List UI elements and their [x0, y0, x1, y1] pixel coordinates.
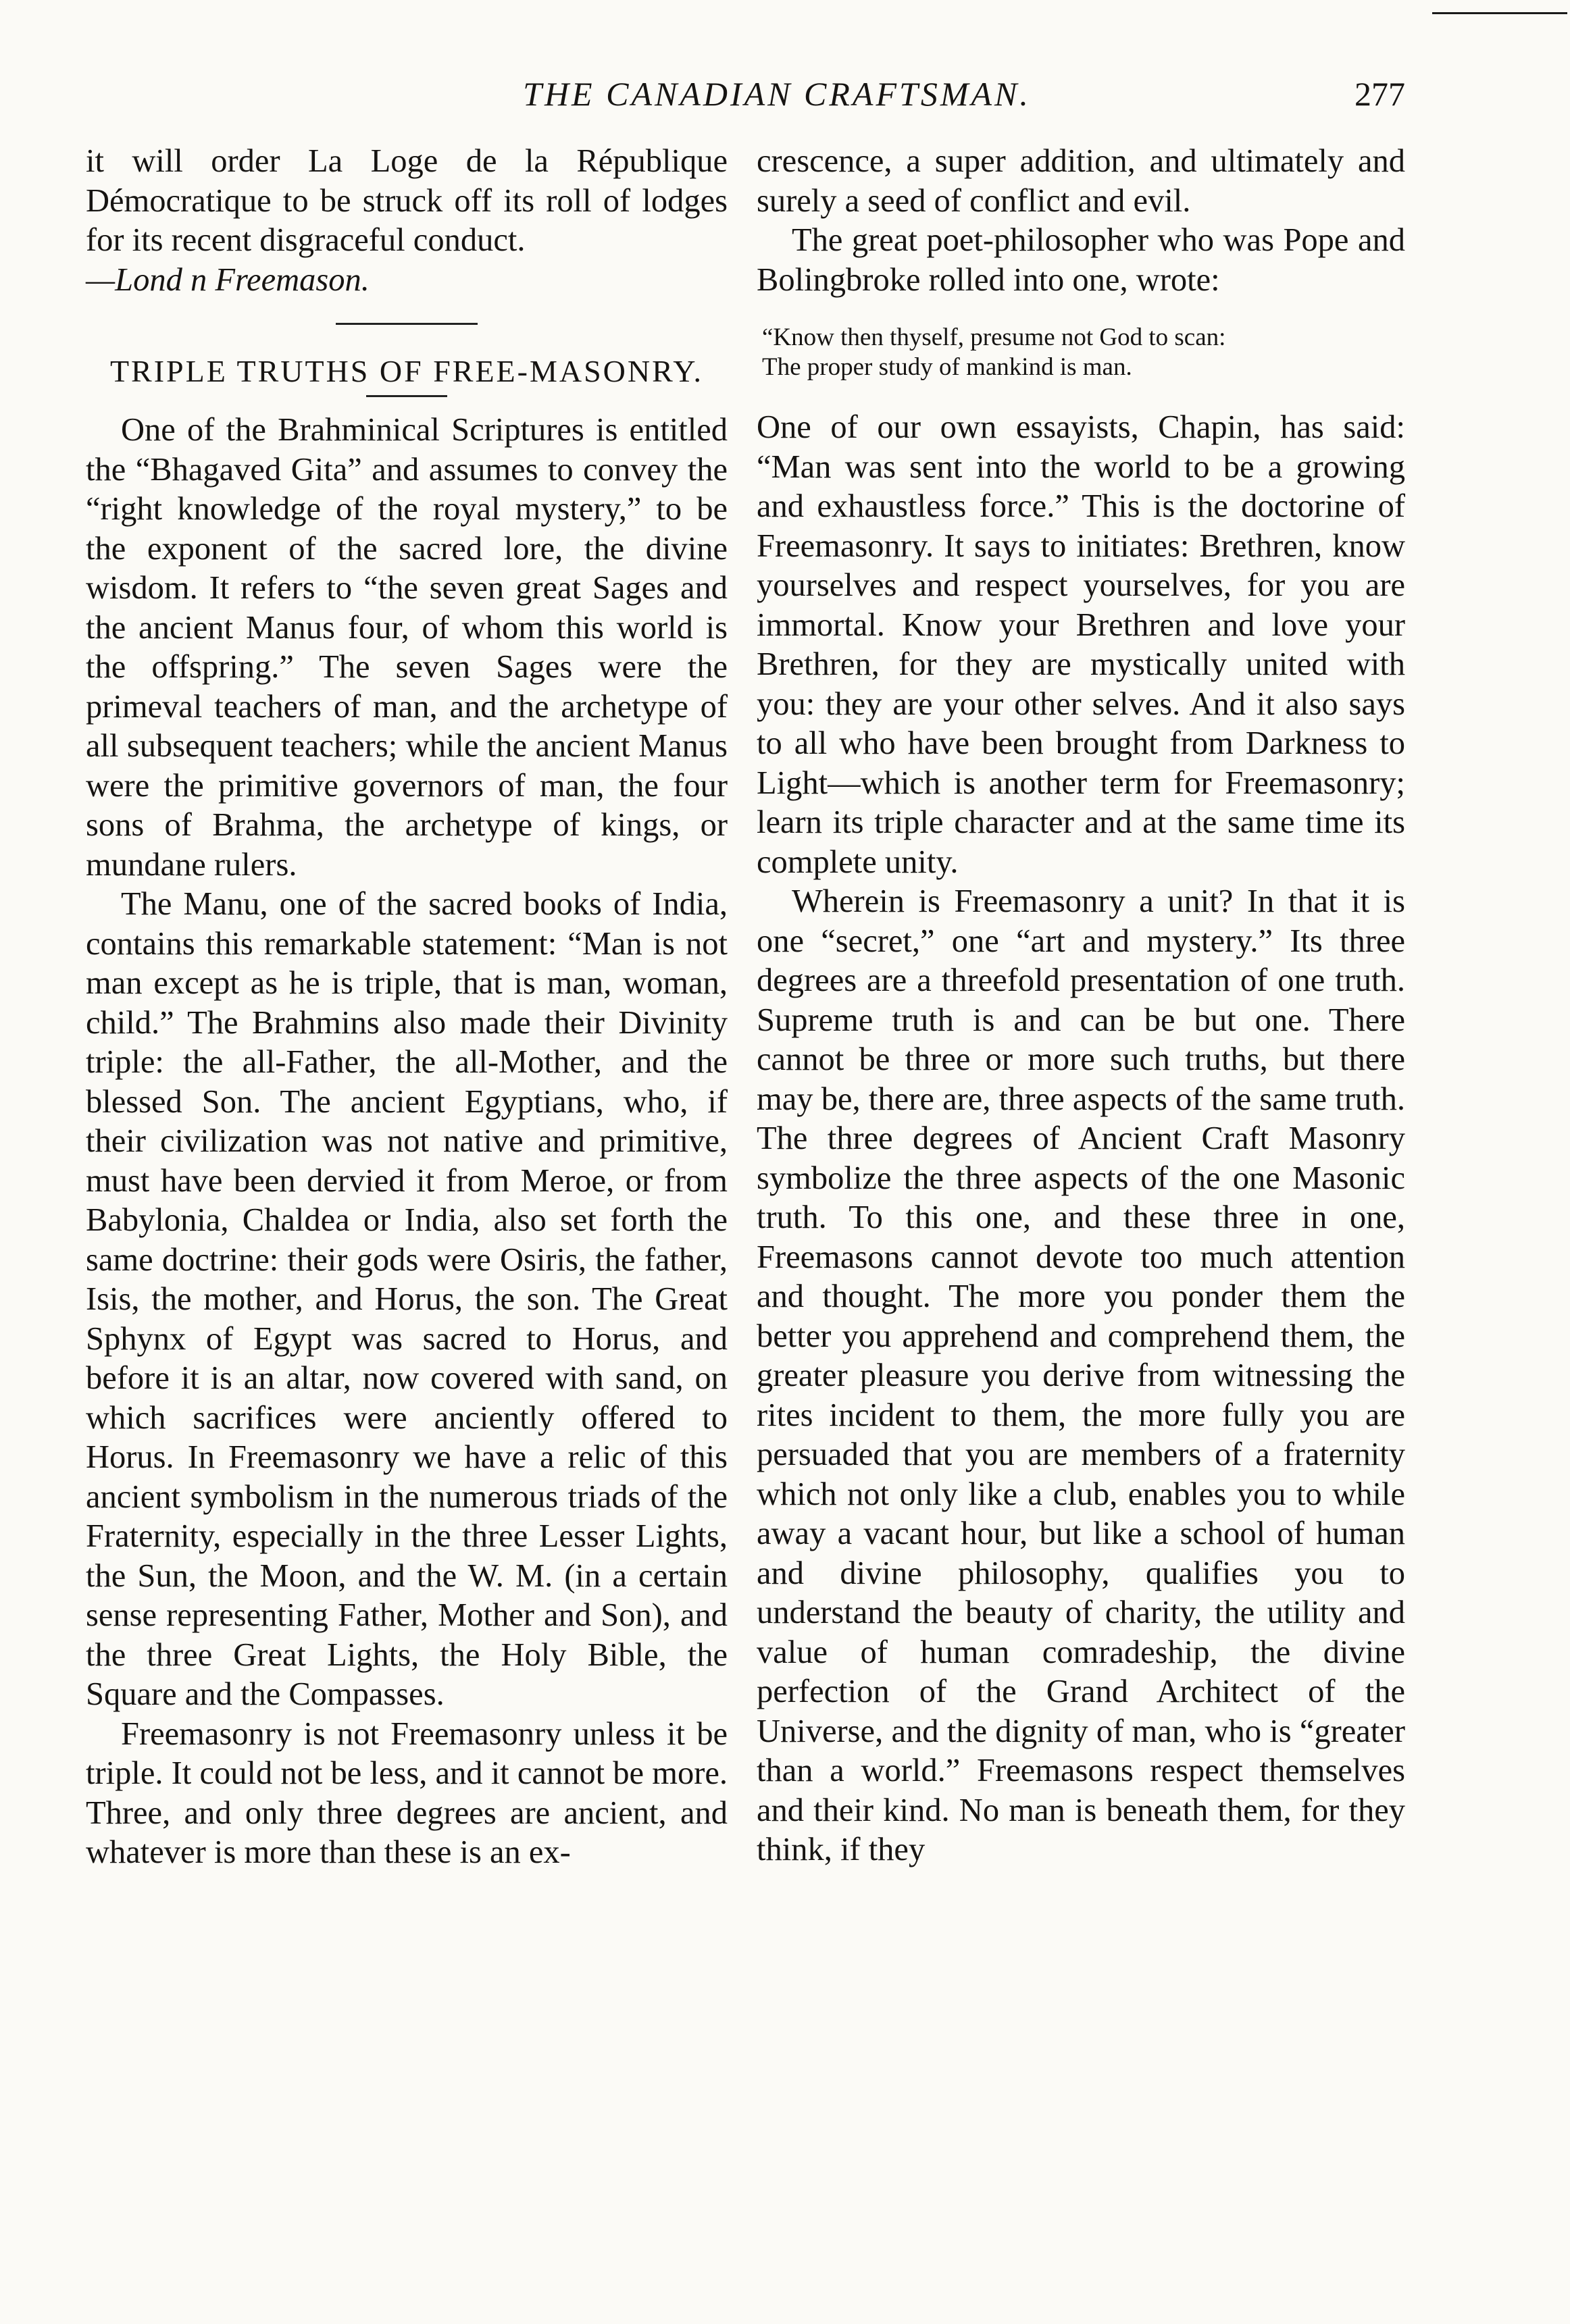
intro-text: it will order La Loge de la République Démocratique to be struck off its roll of lodges for its recent disgraceful conduct.: [86, 143, 728, 258]
article-paragraph: Wherein is Freemasonry a unit? In that it is one “secret,” one “art and mystery.” Its three degrees are a threefold presentation of one truth. Supreme truth is and can be but one. There cannot be three or more such truths, but there may be, there are, three aspects of the same truth. The three degrees of Ancient Craft Masonry symbolize the three aspects of the one Masonic truth. To this one, and these three in one, Freemasons cannot devote too much attention and thought. The more you ponder them the better you apprehend and comprehend them, the greater pleasure you derive from witnessing the rites incident to them, the more fully you are persuaded that you are members of a fraternity which not only like a club, enables you to while away a vacant hour, but like a school of human and divine philosophy, qualifies you to understand the beauty of charity, the utility and value of human comradeship, the divine perfection of the Grand Architect of the Universe, and the dignity of man, who is “greater than a world.” Freemasons respect themselves and their kind. No man is beneath them, for they think, if they: [757, 883, 1405, 1867]
quote-line: “Know then thyself, presume not God to scan:: [762, 324, 1226, 351]
article-paragraph: crescence, a super addition, and ultimately and surely a seed of conflict and evil.: [757, 143, 1405, 219]
article-paragraph: One of our own essayists, Chapin, has said: “Man was sent into the world to be a growing and exhaustless force.” This is the doctorine of Freemasonry. It says to initiates: Brethren, know yourselves and respect yourselves, for you are immortal. Know your Brethren and love your Brethren, for they are mystically united with you: they are your other selves. And it also says to all who have been brought from Darkness to Light—which is another term for Freemasonry; learn its triple character and at the same time its complete unity.: [757, 409, 1405, 880]
right-column: [757, 142, 1405, 1870]
pope-quotation: [757, 323, 1405, 382]
intro-source: —Lond n Freemason.: [86, 261, 370, 298]
page-number: 277: [1354, 75, 1405, 113]
left-column: [86, 142, 728, 1873]
article-paragraph: Freemasonry is not Freemasonry unless it be triple. It could not be less, and it cannot be more. Three, and only three degrees are ancient, and whatever is more than these is an ex-: [86, 1715, 728, 1870]
article-paragraph: One of the Brahminical Scriptures is entitled the “Bhagaved Gita” and assumes to convey the “right knowledge of the royal mystery,” to be the exponent of the sacred lore, the divine wisdom. It refers to “the seven great Sages and the ancient Manus four, of whom this world is the offspring.” The seven Sages were the primeval teachers of man, and the archetype of all subsequent teachers; while the ancient Manus were the primitive governors of man, the four sons of Brahma, the archetype of kings, or mundane rulers.: [86, 412, 728, 883]
top-edge-rule: [1432, 12, 1567, 14]
article-paragraph: The great poet-philosopher who was Pope and Bolingbroke rolled into one, wrote:: [757, 222, 1405, 298]
article-paragraph: The Manu, one of the sacred books of India, contains this remarkable statement: “Man is not man except as he is triple, that is man, woman, child.” The Brahmins also made their Divinity triple: the all-Father, the all-Mother, and the blessed Son. The ancient Egyptians, who, if their civilization was not native and primitive, must have been dervied it from Meroe, or from Babylonia, Chaldea or India, also set forth the same doctrine: their gods were Osiris, the father, Isis, the mother, and Horus, the son. The Great Sphynx of Egypt was sacred to Horus, and before it is an altar, now covered with sand, on which sacrifices were anciently offered to Horus. In Freemasonry we have a relic of this ancient symbolism in the numerous triads of the Fraternity, especially in the three Lesser Lights, the Sun, the Moon, and the W. M. (in a certain sense representing Father, Mother and Son), and the three Great Lights, the Holy Bible, the Square and the Compasses.: [86, 886, 728, 1712]
quote-line: The proper study of mankind is man.: [762, 353, 1132, 381]
page-header: [149, 74, 1405, 128]
section-divider: [336, 323, 478, 325]
article-title: TRIPLE TRUTHS OF FREE-MASONRY.: [109, 354, 704, 388]
title-underline: [366, 395, 447, 397]
running-title: THE CANADIAN CRAFTSMAN.: [523, 75, 1031, 113]
